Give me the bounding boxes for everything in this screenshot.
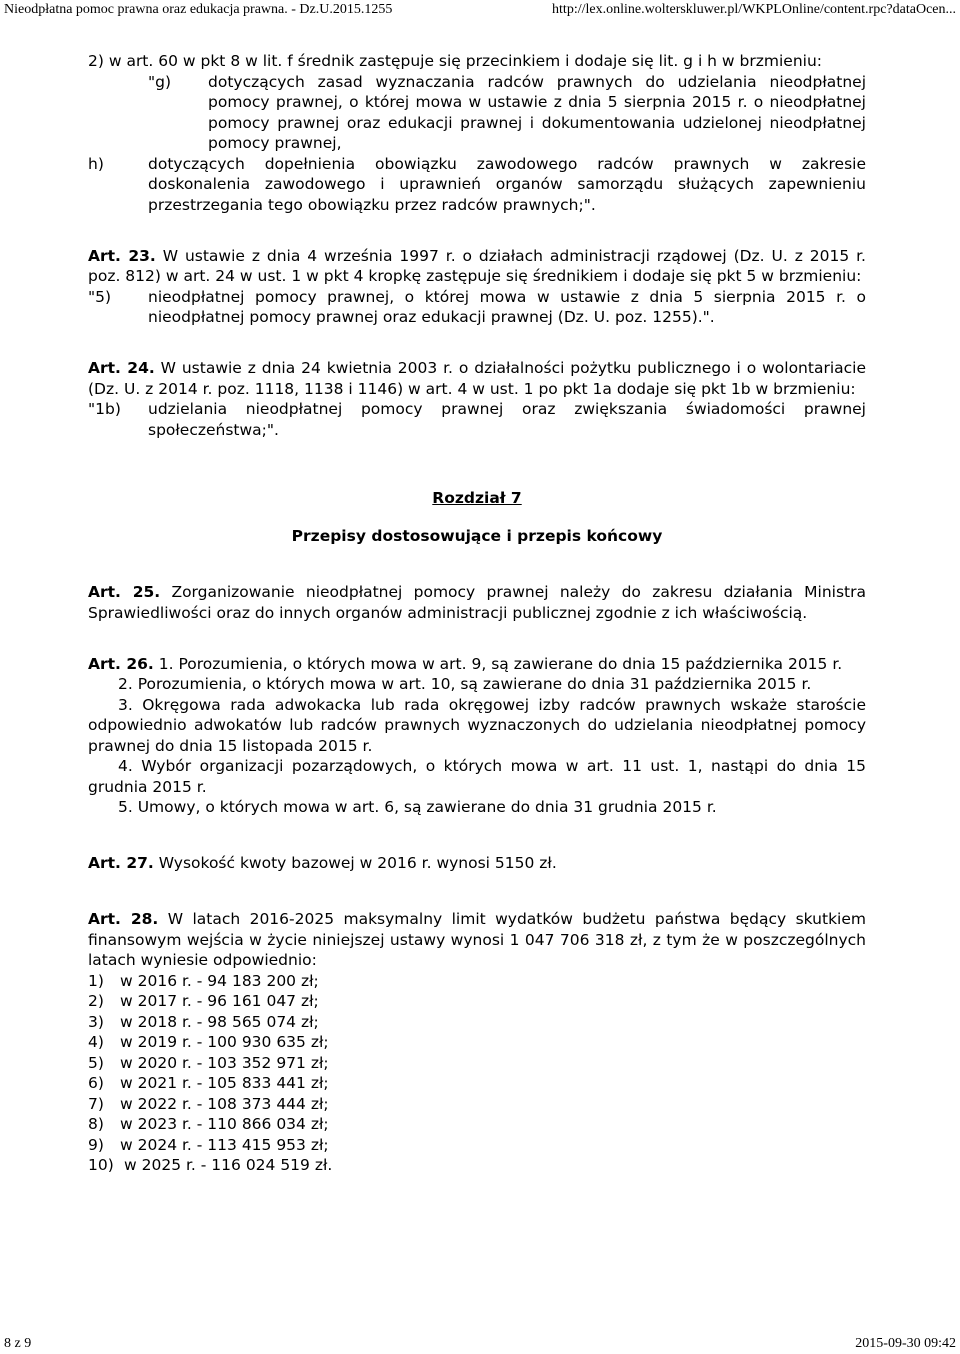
art-27-text: Wysokość kwoty bazowej w 2016 r. wynosi 5150 zł. (158, 854, 557, 872)
art-24-quote-label: "1b) (88, 400, 121, 418)
lit-g-text: dotyczących zasad wyznaczania radców prawnych do udzielania nieodpłatnej pomocy prawnej, o której mowa w ustawie z dnia 5 sierpnia 2015 r. o nieodpłatnej pomocy prawnej oraz edukacji prawnej i dokumentowania udzielonej nieodpłatnej pomocy prawnej, (208, 72, 866, 152)
art-28-list-item (88, 1135, 866, 1156)
document-body (88, 51, 866, 1176)
list-item-text: w 2016 r. - 94 183 200 zł; (120, 971, 319, 990)
art-24-quote (88, 399, 866, 440)
art-28-list-item (88, 1032, 866, 1053)
document-url: http://lex.online.wolterskluwer.pl/WKPLOnline/content.rpc?dataOcen... (552, 2, 956, 17)
art-28-list-item (88, 1114, 866, 1135)
amendment-lit-g (88, 72, 866, 154)
list-item-number: 3) (88, 1012, 104, 1031)
art-26-label: Art. 26. (88, 654, 154, 673)
list-item-text: w 2025 r. - 116 024 519 zł. (124, 1156, 333, 1174)
list-item-number: 5) (88, 1053, 104, 1072)
list-item-number: 4) (88, 1033, 104, 1051)
art-28-list-item (88, 971, 866, 992)
amendment-2-lead: 2) w art. 60 w pkt 8 w lit. f średnik zastępuje się przecinkiem i dodaje się lit. g i h w brzmieniu: (88, 52, 823, 70)
amendment-lit-h (88, 154, 866, 216)
art-25 (88, 582, 866, 623)
list-item-number: 1) (88, 971, 104, 990)
art-23 (88, 246, 866, 287)
lit-g-label: "g) (148, 72, 172, 91)
art-28 (88, 909, 866, 971)
art-26-p1 (88, 654, 866, 675)
list-item-text: w 2022 r. - 108 373 444 zł; (120, 1094, 329, 1113)
art-26-p2: 2. Porozumienia, o których mowa w art. 10, są zawierane do dnia 31 października 2015 r. (118, 675, 812, 693)
art-27 (88, 853, 866, 874)
art-28-list-item (88, 1073, 866, 1094)
chapter-number: Rozdział 7 (432, 489, 522, 507)
list-item-number: 6) (88, 1074, 104, 1092)
art-28-text: W latach 2016-2025 maksymalny limit wydatków budżetu państwa będący skutkiem finansowym wejścia w życie niniejszej ustawy wynosi 1 047 706 318 zł, z tym że w poszczególnych latach wyniesie odpowiednio: (88, 910, 866, 969)
art-23-label: Art. 23. (88, 246, 156, 265)
art-26-p3: 3. Okręgowa rada adwokacka lub rada okręgowej izby radców prawnych wskaże staroście odpowiednio adwokatów lub radców prawnych wyznaczonych do udzielania nieodpłatnej pomocy prawnej do dnia 15 listopada 2015 r. (88, 695, 866, 755)
list-item-number: 9) (88, 1135, 104, 1154)
list-item-text: w 2020 r. - 103 352 971 zł; (120, 1053, 329, 1072)
list-item-text: w 2018 r. - 98 565 074 zł; (120, 1012, 319, 1031)
list-item-number: 7) (88, 1094, 104, 1113)
art-23-quote-label: "5) (88, 287, 112, 306)
art-28-label: Art. 28. (88, 910, 159, 928)
list-item-text: w 2023 r. - 110 866 034 zł; (120, 1115, 329, 1133)
list-item-text: w 2024 r. - 113 415 953 zł; (120, 1135, 329, 1154)
art-23-quote-text: nieodpłatnej pomocy prawnej, o której mowa w ustawie z dnia 5 sierpnia 2015 r. o nieodpłatnej pomocy prawnej oraz edukacji prawnej (Dz. U. poz. 1255).". (148, 287, 866, 326)
art-24-label: Art. 24. (88, 359, 155, 377)
art-26-p1-text: 1. Porozumienia, o których mowa w art. 9, są zawierane do dnia 15 października 2015 r. (158, 654, 843, 673)
art-28-list-item (88, 991, 866, 1012)
print-datetime: 2015-09-30 09:42 (855, 1336, 956, 1351)
page-footer (0, 1334, 960, 1354)
lit-h-label: h) (88, 154, 104, 173)
page-number: 8 z 9 (4, 1336, 32, 1351)
art-24-quote-text: udzielania nieodpłatnej pomocy prawnej oraz zwiększania świadomości prawnej społeczeństwa;". (148, 400, 866, 439)
art-23-text: W ustawie z dnia 4 września 1997 r. o działach administracji rządowej (Dz. U. z 2015 r. poz. 812) w art. 24 w ust. 1 w pkt 4 kropkę zastępuje się średnikiem i dodaje się pkt 5 w brzmieniu: (88, 246, 866, 285)
art-25-text: Zorganizowanie nieodpłatnej pomocy prawnej należy do zakresu działania Ministra Sprawiedliwości oraz do innych organów administracji publicznej zgodnie z ich właściwością. (88, 583, 866, 622)
document-title: Nieodpłatna pomoc prawna oraz edukacja prawna. - Dz.U.2015.1255 (4, 2, 393, 17)
art-26-p4: 4. Wybór organizacji pozarządowych, o których mowa w art. 11 ust. 1, nastąpi do dnia 15 grudnia 2015 r. (88, 757, 866, 796)
art-27-label: Art. 27. (88, 854, 154, 872)
art-28-list (88, 971, 866, 1176)
art-26-p5: 5. Umowy, o których mowa w art. 6, są zawierane do dnia 31 grudnia 2015 r. (118, 798, 717, 816)
page-header (0, 0, 960, 20)
list-item-text: w 2021 r. - 105 833 441 zł; (120, 1074, 329, 1092)
art-28-list-item (88, 1012, 866, 1033)
list-item-number: 2) (88, 992, 104, 1010)
list-item-number: 8) (88, 1115, 104, 1133)
art-25-label: Art. 25. (88, 583, 161, 601)
art-23-quote (88, 287, 866, 328)
art-28-list-item (88, 1155, 866, 1176)
art-24 (88, 358, 866, 399)
art-28-list-item (88, 1094, 866, 1115)
lit-h-text: dotyczących dopełnienia obowiązku zawodowego radców prawnych w zakresie doskonalenia zawodowego i uprawnień organów samorządu służących zapewnieniu przestrzegania tego obowiązku przez radców prawnych;". (148, 154, 866, 214)
list-item-text: w 2017 r. - 96 161 047 zł; (120, 992, 319, 1010)
list-item-text: w 2019 r. - 100 930 635 zł; (120, 1033, 329, 1051)
art-24-text: W ustawie z dnia 24 kwietnia 2003 r. o działalności pożytku publicznego i o wolontariacie (Dz. U. z 2014 r. poz. 1118, 1138 i 1146) w art. 4 w ust. 1 po pkt 1a dodaje się pkt 1b w brzmieniu: (88, 359, 866, 398)
chapter-title: Przepisy dostosowujące i przepis końcowy (291, 526, 663, 545)
list-item-number: 10) (88, 1156, 114, 1174)
art-28-list-item (88, 1053, 866, 1074)
